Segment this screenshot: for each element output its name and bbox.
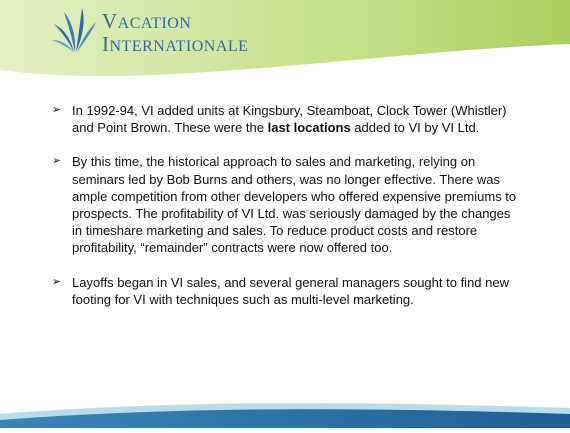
bullet-1-text-before: In 1992-94, VI added units at Kingsbury, Steamboat, Clock Tower (Whistler) and Point Brown. These were the <box>72 103 507 136</box>
slide-header <box>0 0 570 78</box>
bullet-3 <box>52 274 522 308</box>
brand-initial-2: I <box>102 32 110 56</box>
slide-body <box>52 102 522 325</box>
brand-rest-2: NTERNATIONALE <box>109 38 249 55</box>
bullet-2-text: By this time, the historical approach to sales and marketing, relying on seminars led by Bob Burns and others, was no longer effective. There was ample competition from other developers who offered expensive premiums to prospects. The profitability of VI Ltd. was seriously damaged by the changes in timeshare marketing and sales. To reduce product costs and restore profitability, “remainder” contracts were now offered too. <box>72 154 517 256</box>
bullet-1 <box>52 102 522 136</box>
brand-rest-1: ACATION <box>117 15 192 32</box>
bullet-2 <box>52 153 522 256</box>
arrow-bullet-icon: ➢ <box>52 155 62 168</box>
brand-wordmark <box>102 11 248 57</box>
arrow-bullet-icon: ➢ <box>52 104 62 116</box>
bullet-1-bold-text: last locations <box>267 120 351 136</box>
brand-line-1 <box>102 11 248 34</box>
arrow-bullet-icon: ➢ <box>52 275 62 288</box>
brand-initial-1: V <box>102 9 118 33</box>
wheat-leaf-icon <box>52 6 98 56</box>
slide-footer <box>0 394 570 428</box>
footer-wave-decoration <box>0 394 570 428</box>
brand-line-2 <box>102 34 248 57</box>
bullet-3-text: Layoffs began in VI sales, and several general managers sought to find new footing for VI with techniques such as multi-level marketing. <box>72 274 509 307</box>
bullet-1-text-after: added to VI by VI Ltd. <box>350 120 480 136</box>
